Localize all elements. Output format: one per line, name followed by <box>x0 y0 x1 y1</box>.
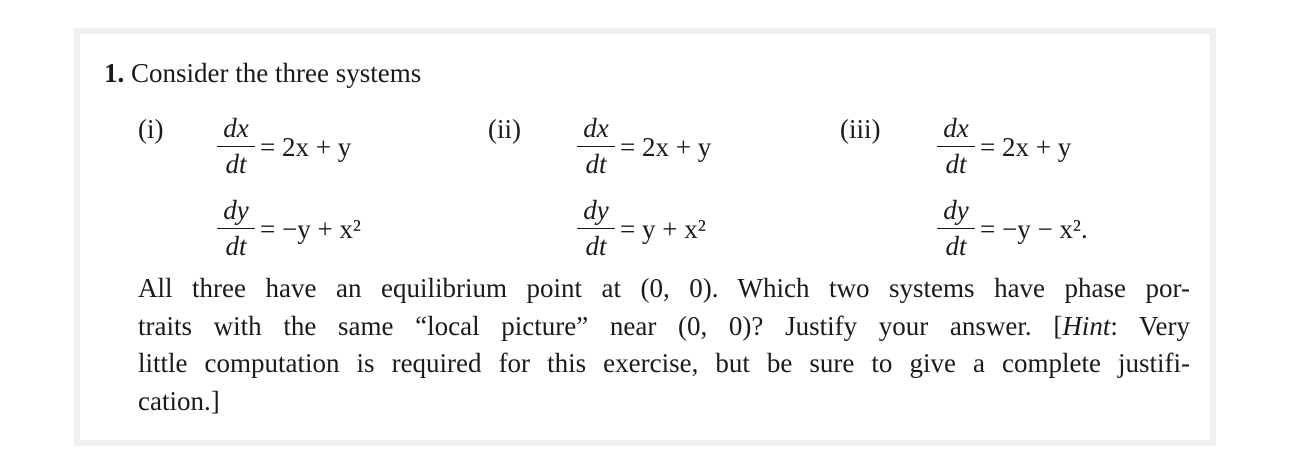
fraction-numerator: dy <box>943 195 969 225</box>
system-label-i: (i) <box>138 114 164 144</box>
fraction-bar <box>937 228 975 229</box>
fraction-bar <box>217 146 255 147</box>
fraction <box>936 194 976 262</box>
fraction-numerator: dx <box>223 113 249 143</box>
hint-word: Hint <box>1062 310 1111 341</box>
question-line-2-text: traits with the same “local picture” near (0, 0)? Justify your answer. [ <box>138 310 1063 341</box>
system-label-ii: (ii) <box>488 114 521 144</box>
problem-heading <box>104 56 421 90</box>
fraction-numerator: dy <box>223 195 249 225</box>
fraction-denominator: dt <box>945 149 967 179</box>
problem-intro: Consider the three systems <box>131 58 422 88</box>
equation-rhs: = y + x² <box>620 214 706 244</box>
fraction-denominator: dt <box>585 149 607 179</box>
fraction-numerator: dy <box>583 195 609 225</box>
fraction-denominator: dt <box>225 231 247 261</box>
fraction-numerator: dx <box>583 113 609 143</box>
fraction-bar <box>937 146 975 147</box>
fraction <box>216 112 256 180</box>
fraction-bar <box>217 228 255 229</box>
question-line-4: cation.] <box>138 385 220 416</box>
question-line-2 <box>138 308 1190 346</box>
question-line-2-rest: : Very <box>1110 310 1190 341</box>
equation-rhs: = 2x + y <box>260 132 352 162</box>
fraction <box>936 112 976 180</box>
fraction <box>576 112 616 180</box>
equation-rhs: = −y − x². <box>980 214 1088 244</box>
exercise-question <box>138 270 1190 420</box>
question-line-1: All three have an equilibrium point at (0, 0). Which two systems have phase por- <box>138 273 1190 303</box>
fraction <box>216 194 256 262</box>
question-line-3: little computation is required for this exercise, but be sure to give a complete justifi- <box>138 348 1190 378</box>
equation-rhs: = −y + x² <box>260 214 362 244</box>
fraction-denominator: dt <box>945 231 967 261</box>
problem-number: 1. <box>104 58 125 88</box>
fraction-bar <box>577 146 615 147</box>
fraction-numerator: dx <box>943 113 969 143</box>
fraction-denominator: dt <box>225 149 247 179</box>
fraction-bar <box>577 228 615 229</box>
fraction <box>576 194 616 262</box>
system-label-iii: (iii) <box>840 114 881 144</box>
equation-rhs: = 2x + y <box>980 132 1072 162</box>
fraction-denominator: dt <box>585 231 607 261</box>
equation-rhs: = 2x + y <box>620 132 712 162</box>
